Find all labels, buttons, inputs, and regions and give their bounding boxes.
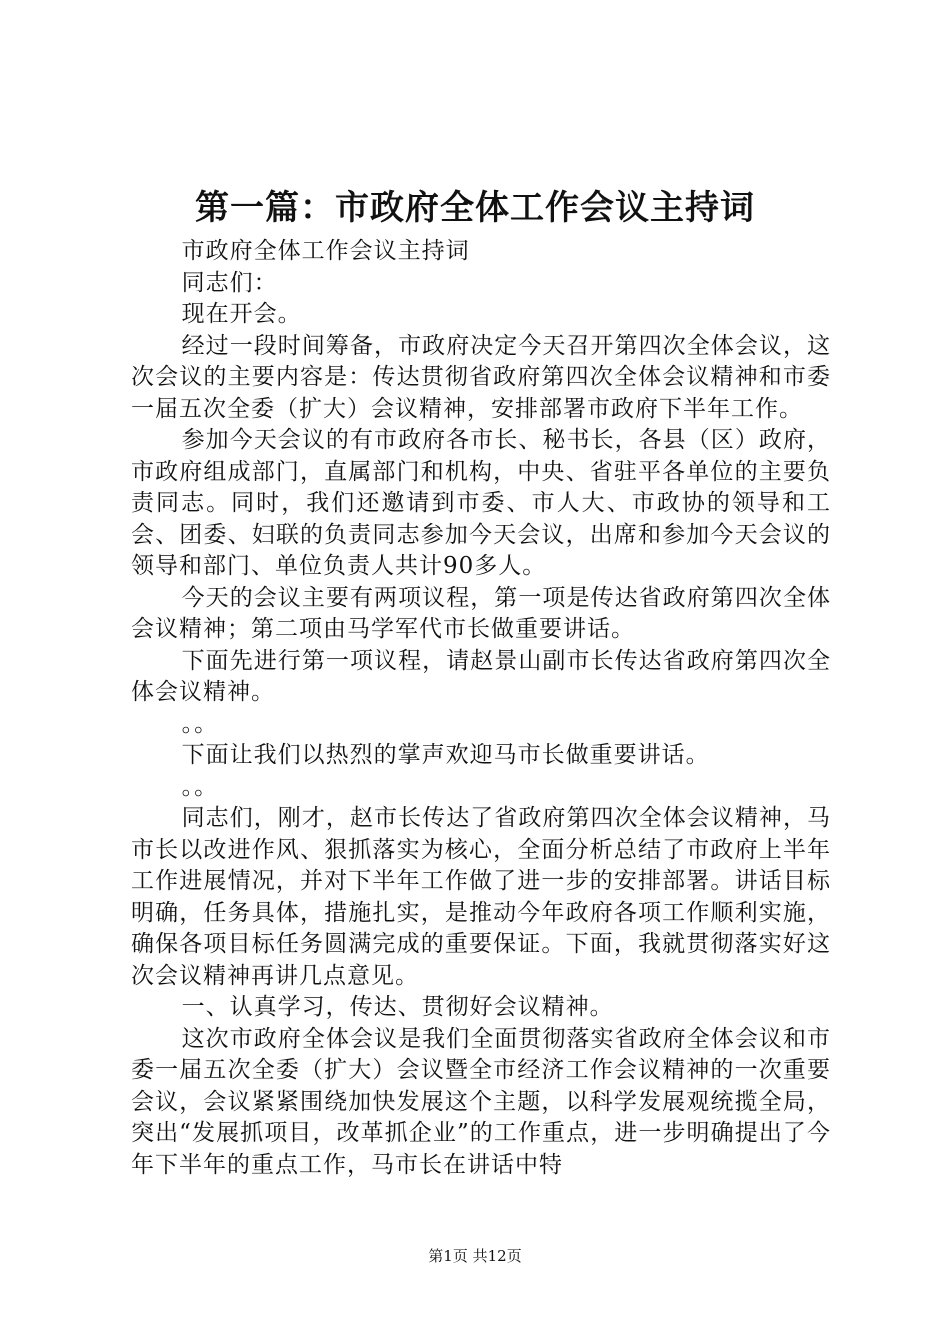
document-title: 第一篇：市政府全体工作会议主持词 (195, 188, 755, 228)
page-number-footer: 第1页 共12页 (428, 1247, 522, 1265)
paragraph: 市政府全体工作会议主持词 (181, 238, 470, 264)
paragraph: 今天的会议主要有两项议程，第一项是传达省政府第四次全体会议精神；第二项由马学军代市长做重要讲话。 (131, 584, 831, 642)
paragraph: 参加今天会议的有市政府各市长、秘书长，各县（区）政府，市政府组成部门，直属部门和机构，中央、省驻平各单位的主要负责同志。同时，我们还邀请到市委、市人大、市政协的领导和工会、团委、妇联的负责同志参加今天会议，出席和参加今天会议的领导和部门、单位负责人共计90多人。 (131, 427, 831, 579)
paragraph: 一、认真学习，传达、贯彻好会议精神。 (181, 994, 614, 1020)
document-body (131, 236, 831, 1181)
paragraph: 现在开会。 (181, 301, 302, 327)
paragraph: 经过一段时间筹备，市政府决定今天召开第四次全体会议，这次会议的主要内容是：传达贯彻省政府第四次全体会议精神和市委一届五次全委（扩大）会议精神，安排部署市政府下半年工作。 (131, 332, 831, 422)
paragraph: 。。 (181, 773, 219, 800)
paragraph: 下面让我们以热烈的掌声欢迎马市长做重要讲话。 (181, 742, 710, 768)
paragraph: 同志们： (181, 269, 278, 296)
paragraph: 这次市政府全体会议是我们全面贯彻落实省政府全体会议和市委一届五次全委（扩大）会议暨全市经济工作会议精神的一次重要会议，会议紧紧围绕加快发展这个主题，以科学发展观统揽全局，突出“发展抓项目，改革抓企业”的工作重点，进一步明确提出了今年下半年的重点工作，马市长在讲话中特 (131, 1025, 831, 1178)
paragraph: 同志们，刚才，赵市长传达了省政府第四次全体会议精神，马市长以改进作风、狠抓落实为核心，全面分析总结了市政府上半年工作进展情况，并对下半年工作做了进一步的安排部署。讲话目标明确，任务具体，措施扎实，是推动今年政府各项工作顺利实施，确保各项目标任务圆满完成的重要保证。下面，我就贯彻落实好这次会议精神再讲几点意见。 (131, 805, 831, 989)
paragraph: 下面先进行第一项议程，请赵景山副市长传达省政府第四次全体会议精神。 (131, 647, 831, 705)
paragraph: 。。 (181, 710, 219, 737)
